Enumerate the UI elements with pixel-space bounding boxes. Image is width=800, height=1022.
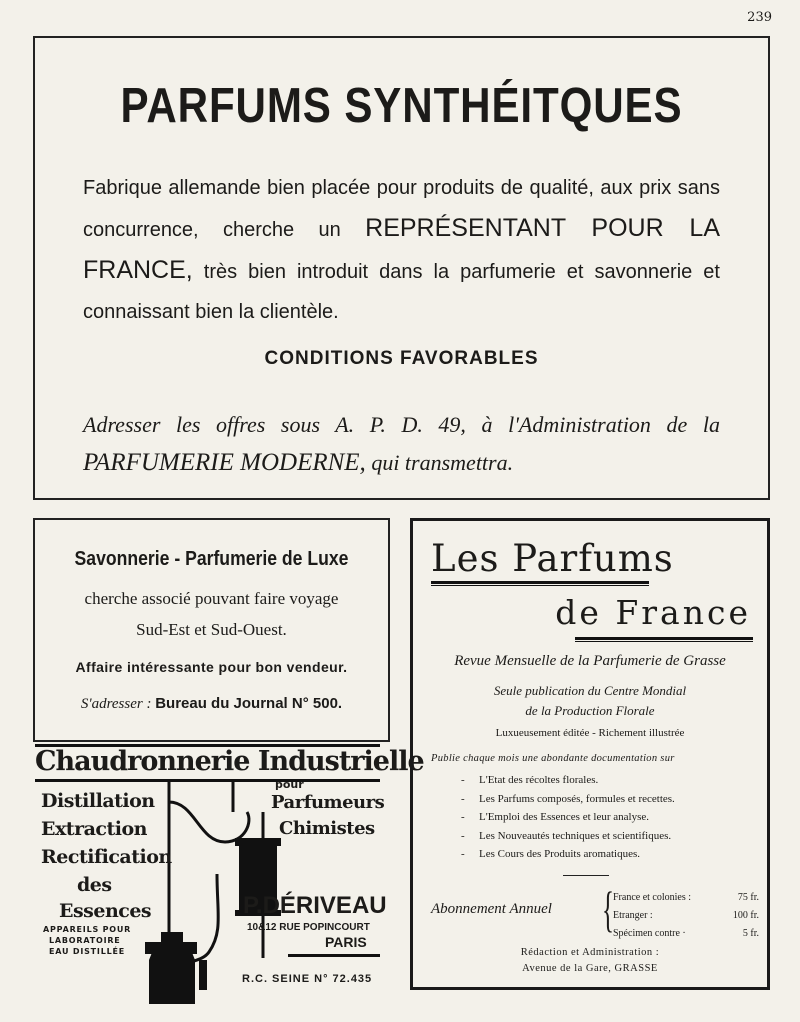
- conditions-heading: CONDITIONS FAVORABLES: [264, 348, 539, 369]
- company-street: 10&12 RUE POPINCOURT: [247, 922, 370, 933]
- savonnerie-line2: Sud-Est et Sud-Ouest.: [136, 620, 287, 639]
- advert-savonnerie: [33, 518, 390, 742]
- price-label: France et colonies :: [613, 892, 692, 903]
- price-label: Spécimen contre ·: [613, 928, 686, 939]
- parfums-publie: Publie chaque mois une abondante documentation sur: [431, 753, 675, 764]
- redaction-block: [413, 945, 767, 977]
- seule-line1: Seule publication du Centre Mondial: [493, 683, 687, 698]
- word-rectification: Rectification: [41, 846, 172, 868]
- word-chimistes: Chimistes: [279, 818, 375, 839]
- advert-parfums-synthetiques: [33, 36, 770, 500]
- price-value: 100 fr.: [732, 910, 759, 921]
- seule-line2: de la Production Florale: [525, 703, 655, 718]
- list-item: - L'Emploi des Essences et leur analyse.: [479, 808, 675, 827]
- small-line-appareils: APPAREILS POUR: [43, 925, 132, 934]
- page-number: 239: [747, 10, 772, 25]
- city-rule: [288, 954, 380, 957]
- advert-les-parfums-de-france: [410, 518, 770, 990]
- word-des: des: [77, 874, 112, 896]
- redaction-line: Rédaction et Administration :: [520, 947, 660, 958]
- savonnerie-affaire: Affaire intéressante pour bon vendeur.: [75, 659, 348, 675]
- company-registry: R.C. SEINE N° 72.435: [242, 973, 373, 985]
- separator-rule: [563, 875, 609, 876]
- contact-value: Bureau du Journal N° 500.: [155, 695, 343, 712]
- price-value: 75 fr.: [737, 892, 759, 903]
- topics-list: [479, 771, 675, 864]
- parfums-subtitle: Revue Mensuelle de la Parfumerie de Grasse: [454, 653, 726, 669]
- address-part1: Adresser les offres sous A. P. D. 49, à l'Administration de la: [83, 412, 720, 437]
- company-name: P.DÉRIVEAU: [243, 892, 387, 919]
- parfums-seule: [413, 681, 767, 721]
- parfums-title-line1: Les Parfums: [431, 537, 674, 580]
- price-row: [613, 907, 759, 925]
- savonnerie-contact: [35, 695, 388, 713]
- still-illustration-icon: [135, 782, 275, 992]
- word-parfumeurs: Parfumeurs: [271, 792, 385, 813]
- address-part2: qui transmettra.: [371, 450, 514, 475]
- advert-chaudronnerie: [35, 742, 424, 992]
- list-item: - Les Nouveautés techniques et scientifiques.: [479, 827, 675, 846]
- address-highlight: PARFUMERIE MODERNE,: [83, 449, 366, 476]
- advert-address: [83, 406, 720, 482]
- list-item: - Les Cours des Produits aromatiques.: [479, 845, 675, 864]
- small-line-eau: EAU DISTILLÉE: [49, 947, 126, 956]
- parfums-title-line2: de France: [555, 593, 751, 632]
- body-text-part1: Fabrique allemande bien placée pour produits de qualité, aux prix sans concurrence, cherche un: [83, 177, 720, 241]
- price-list: [613, 889, 759, 943]
- savonnerie-line1: cherche associé pouvant faire voyage: [84, 589, 339, 608]
- price-value: 5 fr.: [742, 928, 759, 939]
- small-line-laboratoire: LABORATOIRE: [49, 936, 121, 945]
- chaudronnerie-title: Chaudronnerie Industrielle: [35, 744, 380, 782]
- body-highlight: REPRÉSENTANT POUR LA FRANCE,: [83, 214, 720, 284]
- price-row: [613, 889, 759, 907]
- title-rule-2: [575, 637, 753, 642]
- price-label: Etranger :: [613, 910, 653, 921]
- brace-glyph: {: [602, 881, 614, 937]
- advert-body: [83, 168, 720, 332]
- body-text-part2: très bien introduit dans la parfumerie et savonnerie et connaissant bien la clientèle.: [83, 261, 720, 323]
- pour-label: pour: [275, 778, 304, 791]
- word-essences: Essences: [59, 900, 152, 922]
- abonnement-label: Abonnement Annuel: [431, 901, 552, 917]
- list-item: - L'Etat des récoltes florales.: [479, 771, 675, 790]
- savonnerie-title: Savonnerie - Parfumerie de Luxe: [74, 548, 349, 570]
- title-rule-1: [431, 581, 649, 586]
- list-item: - Les Parfums composés, formules et recettes.: [479, 790, 675, 809]
- price-row: [613, 925, 759, 943]
- word-extraction: Extraction: [41, 818, 147, 840]
- contact-label: S'adresser :: [80, 696, 152, 712]
- company-city: PARIS: [325, 934, 367, 950]
- adresse-line: Avenue de la Gare, GRASSE: [522, 963, 658, 974]
- parfums-luxe: Luxueusement éditée - Richement illustrée: [495, 727, 685, 739]
- advert-headline: PARFUMS SYNTHÉITQUES: [120, 79, 683, 133]
- word-distillation: Distillation: [41, 790, 155, 812]
